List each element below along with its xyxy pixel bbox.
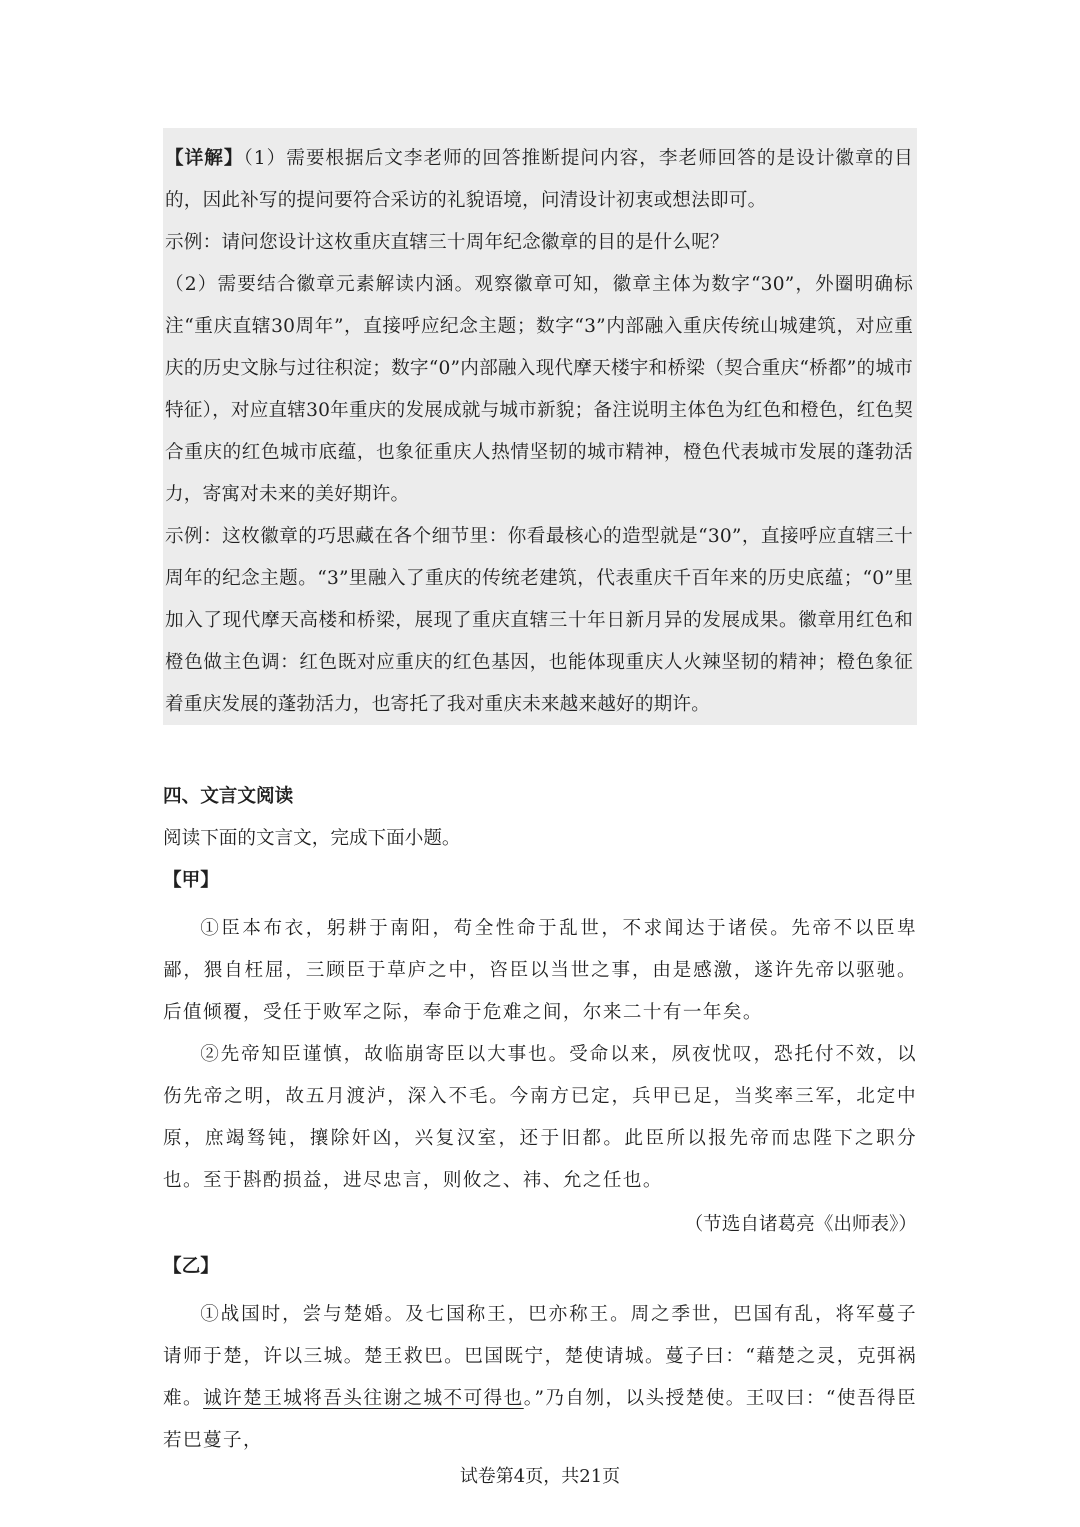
- passage-yi-text-a: ①战国时，尝与楚婚。及七国称王，巴亦称王。周之季世，巴国有乱，将军蔓子请师于楚，许以三城。楚王救巴。巴国既宁，楚使请城。蔓子曰：“藉楚之灵，克弭祸难。: [163, 1304, 917, 1409]
- passage-jia-paragraph-2: ②先帝知臣谨慎，故临崩寄臣以大事也。受命以来，夙夜忧叹，恐托付不效，以伤先帝之明，故五月渡泸，深入不毛。今南方已定，兵甲已足，当奖率三军，北定中原，庶竭驽钝，攘除奸凶，兴复汉室，还于旧都。此臣所以报先帝而忠陛下之职分也。至于斟酌损益，进尽忠言，则攸之、祎、允之任也。: [163, 1044, 917, 1191]
- example-answer-2: 示例：这枚徽章的巧思藏在各个细节里：你看最核心的造型就是“30”，直接呼应直辖三十周年的纪念主题。“3”里融入了重庆的传统老建筑，代表重庆千百年来的历史底蕴；“0”里加入了现代摩天高楼和桥梁，展现了重庆直辖三十年日新月异的发展成果。徽章用红色和橙色做主色调：红色既对应重庆的红色基因，也能体现重庆人火辣坚韧的精神；橙色象征着重庆发展的蓬勃活力，也寄托了我对重庆未来越来越好的期许。: [165, 526, 913, 715]
- page-footer: 试卷第4页，共21页: [459, 1466, 621, 1487]
- explanation-heading: 【详解】: [165, 148, 244, 169]
- passage-jia-label: 【甲】: [163, 870, 219, 891]
- passage-yi-label: 【乙】: [163, 1256, 219, 1277]
- passage-yi-paragraph-1: [163, 1294, 917, 1462]
- explanation-paragraph-1: [165, 138, 913, 222]
- section-title: 四、文言文阅读: [163, 786, 294, 807]
- passage-jia-source: （节选自诸葛亮《出师表》）: [684, 1214, 917, 1235]
- passage-jia-paragraph-1: ①臣本布衣，躬耕于南阳，苟全性命于乱世，不求闻达于诸侯。先帝不以臣卑鄙，猥自枉屈，三顾臣于草庐之中，咨臣以当世之事，由是感激，遂许先帝以驱驰。后值倾覆，受任于败军之际，奉命于危难之间，尔来二十有一年矣。: [163, 918, 917, 1023]
- passage-yi-underlined-sentence: 诚许楚王城将吾头往谢之城不可得也: [203, 1388, 524, 1409]
- section-instruction: 阅读下面的文言文，完成下面小题。: [163, 828, 461, 849]
- classical-chinese-section: [163, 776, 917, 1462]
- explanation-paragraph-2: （2）需要结合徽章元素解读内涵。观察徽章可知，徽章主体为数字“30”，外圈明确标注“重庆直辖30周年”，直接呼应纪念主题；数字“3”内部融入重庆传统山城建筑，对应重庆的历史文脉与过往积淀；数字“0”内部融入现代摩天楼宇和桥梁（契合重庆“桥都”的城市特征），对应直辖30年重庆的发展成就与城市新貌；备注说明主体色为红色和橙色，红色契合重庆的红色城市底蕴，也象征重庆人热情坚韧的城市精神，橙色代表城市发展的蓬勃活力，寄寓对未来的美好期许。: [165, 274, 913, 505]
- explanation-text-1: （1）需要根据后文李老师的回答推断提问内容，李老师回答的是设计徽章的目的，因此补写的提问要符合采访的礼貌语境，问清设计初衷或想法即可。: [165, 148, 913, 211]
- passage-yi-text-b: 。”乃自刎，以头授楚使。王叹曰：“使吾得臣若巴蔓子，: [163, 1388, 917, 1451]
- answer-explanation-box: [163, 128, 917, 725]
- example-answer-1: 示例：请问您设计这枚重庆直辖三十周年纪念徽章的目的是什么呢？: [165, 232, 729, 253]
